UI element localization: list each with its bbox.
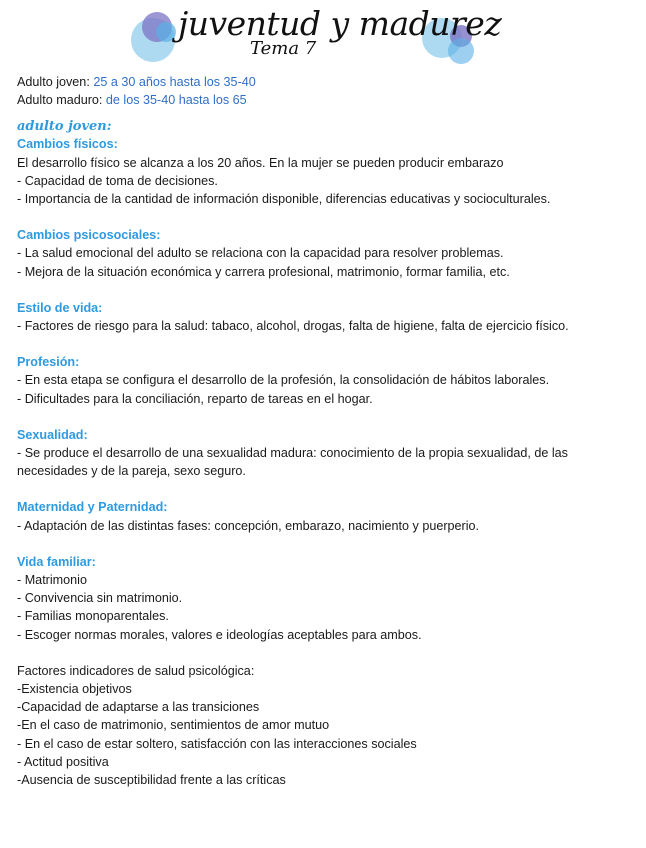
- section-title: Cambios psicosociales:: [17, 228, 161, 243]
- page-title: juventud y madurez: [178, 4, 502, 43]
- document-body: [17, 73, 637, 789]
- psych-title: Factores indicadores de salud psicológica:: [17, 663, 255, 678]
- list-item: -Existencia objetivos: [17, 682, 132, 697]
- list-item: - Dificultades para la conciliación, reparto de tareas en el hogar.: [17, 391, 373, 406]
- intro-young: [17, 73, 637, 91]
- decorative-bubble-left-small: [156, 22, 176, 42]
- list-item: - Mejora de la situación económica y carrera profesional, matrimonio, formar familia, etc.: [17, 264, 510, 279]
- intro-young-range: 25 a 30 años hasta los 35-40: [93, 75, 256, 89]
- list-item: - Convivencia sin matrimonio.: [17, 591, 183, 606]
- section-title: Cambios físicos:: [17, 137, 118, 152]
- section-list: [17, 154, 637, 209]
- list-item: - Familias monoparentales.: [17, 609, 169, 624]
- section-title: Vida familiar:: [17, 554, 96, 569]
- section-heading: adulto joven:: [17, 119, 112, 135]
- list-item: -Ausencia de susceptibilidad frente a las críticas: [17, 773, 286, 788]
- list-item: -Capacidad de adaptarse a las transiciones: [17, 700, 260, 715]
- section-title: Maternidad y Paternidad:: [17, 500, 168, 515]
- list-item: - Adaptación de las distintas fases: concepción, embarazo, nacimiento y puerperio.: [17, 518, 480, 533]
- intro-mature-label: Adulto maduro:: [17, 93, 106, 108]
- section-list: [17, 517, 637, 535]
- section-title: Sexualidad:: [17, 427, 88, 442]
- section-list: [17, 371, 637, 407]
- list-item: - En esta etapa se configura el desarrollo de la profesión, la consolidación de hábitos laborales.: [17, 373, 550, 388]
- list-item: - Actitud positiva: [17, 754, 109, 769]
- list-item: - En el caso de estar soltero, satisfacción con las interacciones sociales: [17, 736, 417, 751]
- section-title: Estilo de vida:: [17, 300, 103, 315]
- list-item: - Matrimonio: [17, 573, 87, 588]
- list-item: El desarrollo físico se alcanza a los 20 años. En la mujer se pueden producir embarazo: [17, 155, 504, 170]
- section-list: [17, 444, 637, 480]
- intro-mature: [17, 91, 637, 109]
- list-item: -En el caso de matrimonio, sentimientos de amor mutuo: [17, 718, 330, 733]
- list-item: - La salud emocional del adulto se relaciona con la capacidad para resolver problemas.: [17, 246, 504, 261]
- list-item: - Escoger normas morales, valores e ideologías aceptables para ambos.: [17, 627, 422, 642]
- section-list: [17, 244, 637, 280]
- list-item: - Se produce el desarrollo de una sexualidad madura: conocimiento de la propia sexualidad, de las necesidades y de la pareja, sexo seguro.: [17, 446, 568, 479]
- section-list: [17, 571, 637, 644]
- list-item: - Importancia de la cantidad de información disponible, diferencias educativas y socioculturales.: [17, 192, 551, 207]
- page-header: [0, 0, 646, 70]
- section-title: Profesión:: [17, 355, 80, 370]
- list-item: - Factores de riesgo para la salud: tabaco, alcohol, drogas, falta de higiene, falta de ejercicio físico.: [17, 319, 569, 334]
- intro-young-label: Adulto joven:: [17, 75, 94, 89]
- page-subtitle: Tema 7: [250, 38, 317, 59]
- list-item: - Capacidad de toma de decisiones.: [17, 173, 218, 188]
- section-list: [17, 317, 637, 335]
- psych-list: [17, 680, 637, 789]
- intro-mature-range: de los 35-40 hasta los 65: [105, 93, 247, 108]
